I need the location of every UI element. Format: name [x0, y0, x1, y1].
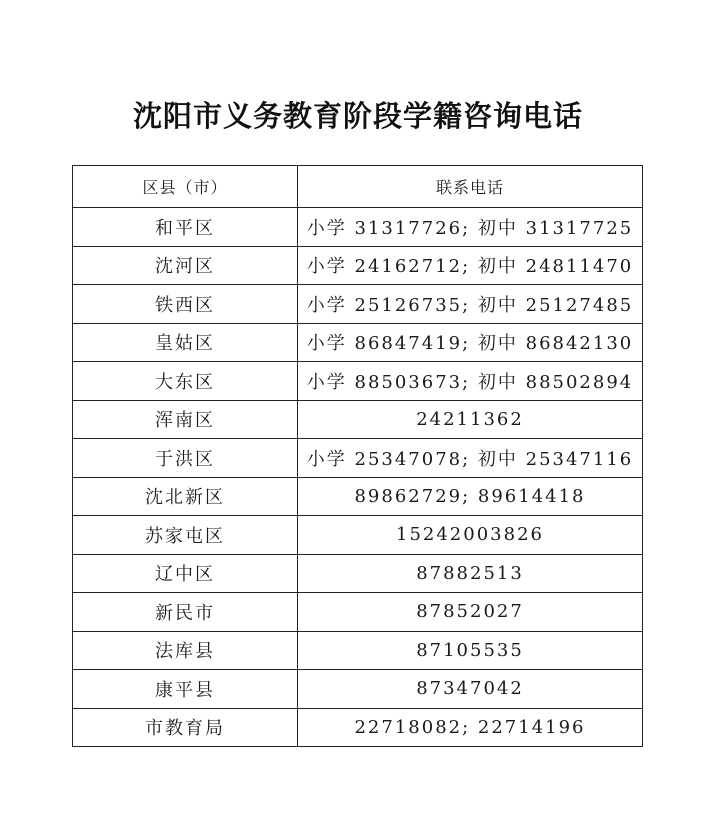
phone-cell: 87852027 — [298, 593, 643, 632]
phone-cell: 小学 24162712; 初中 24811470 — [298, 246, 643, 285]
table-row — [73, 708, 643, 747]
table-row — [73, 554, 643, 593]
district-cell: 于洪区 — [73, 439, 298, 478]
table-header-row — [73, 166, 643, 208]
phone-cell: 89862729; 89614418 — [298, 477, 643, 516]
table-row — [73, 477, 643, 516]
table-row — [73, 516, 643, 555]
table-row — [73, 208, 643, 247]
district-cell: 沈河区 — [73, 246, 298, 285]
district-cell: 和平区 — [73, 208, 298, 247]
table-row — [73, 246, 643, 285]
district-cell: 大东区 — [73, 362, 298, 401]
phone-cell: 小学 25126735; 初中 25127485 — [298, 285, 643, 324]
table-body — [73, 208, 643, 747]
phone-cell: 87105535 — [298, 631, 643, 670]
phone-cell: 24211362 — [298, 400, 643, 439]
district-cell: 辽中区 — [73, 554, 298, 593]
phone-cell: 小学 31317726; 初中 31317725 — [298, 208, 643, 247]
column-header-phone: 联系电话 — [298, 166, 643, 208]
table-row — [73, 439, 643, 478]
table-row — [73, 631, 643, 670]
column-header-district: 区县（市） — [73, 166, 298, 208]
phone-cell: 小学 25347078; 初中 25347116 — [298, 439, 643, 478]
table-row — [73, 323, 643, 362]
phone-cell: 小学 86847419; 初中 86842130 — [298, 323, 643, 362]
table-row — [73, 285, 643, 324]
district-cell: 皇姑区 — [73, 323, 298, 362]
phone-cell: 87347042 — [298, 670, 643, 709]
district-cell: 铁西区 — [73, 285, 298, 324]
district-cell: 市教育局 — [73, 708, 298, 747]
district-cell: 康平县 — [73, 670, 298, 709]
district-cell: 浑南区 — [73, 400, 298, 439]
table-row — [73, 593, 643, 632]
page-title: 沈阳市义务教育阶段学籍咨询电话 — [132, 99, 583, 133]
table-row — [73, 400, 643, 439]
table-row — [73, 670, 643, 709]
phone-cell: 87882513 — [298, 554, 643, 593]
table-row — [73, 362, 643, 401]
district-cell: 苏家屯区 — [73, 516, 298, 555]
contact-table — [72, 165, 643, 747]
phone-cell: 22718082; 22714196 — [298, 708, 643, 747]
phone-cell: 小学 88503673; 初中 88502894 — [298, 362, 643, 401]
district-cell: 法库县 — [73, 631, 298, 670]
district-cell: 沈北新区 — [73, 477, 298, 516]
district-cell: 新民市 — [73, 593, 298, 632]
phone-cell: 15242003826 — [298, 516, 643, 555]
